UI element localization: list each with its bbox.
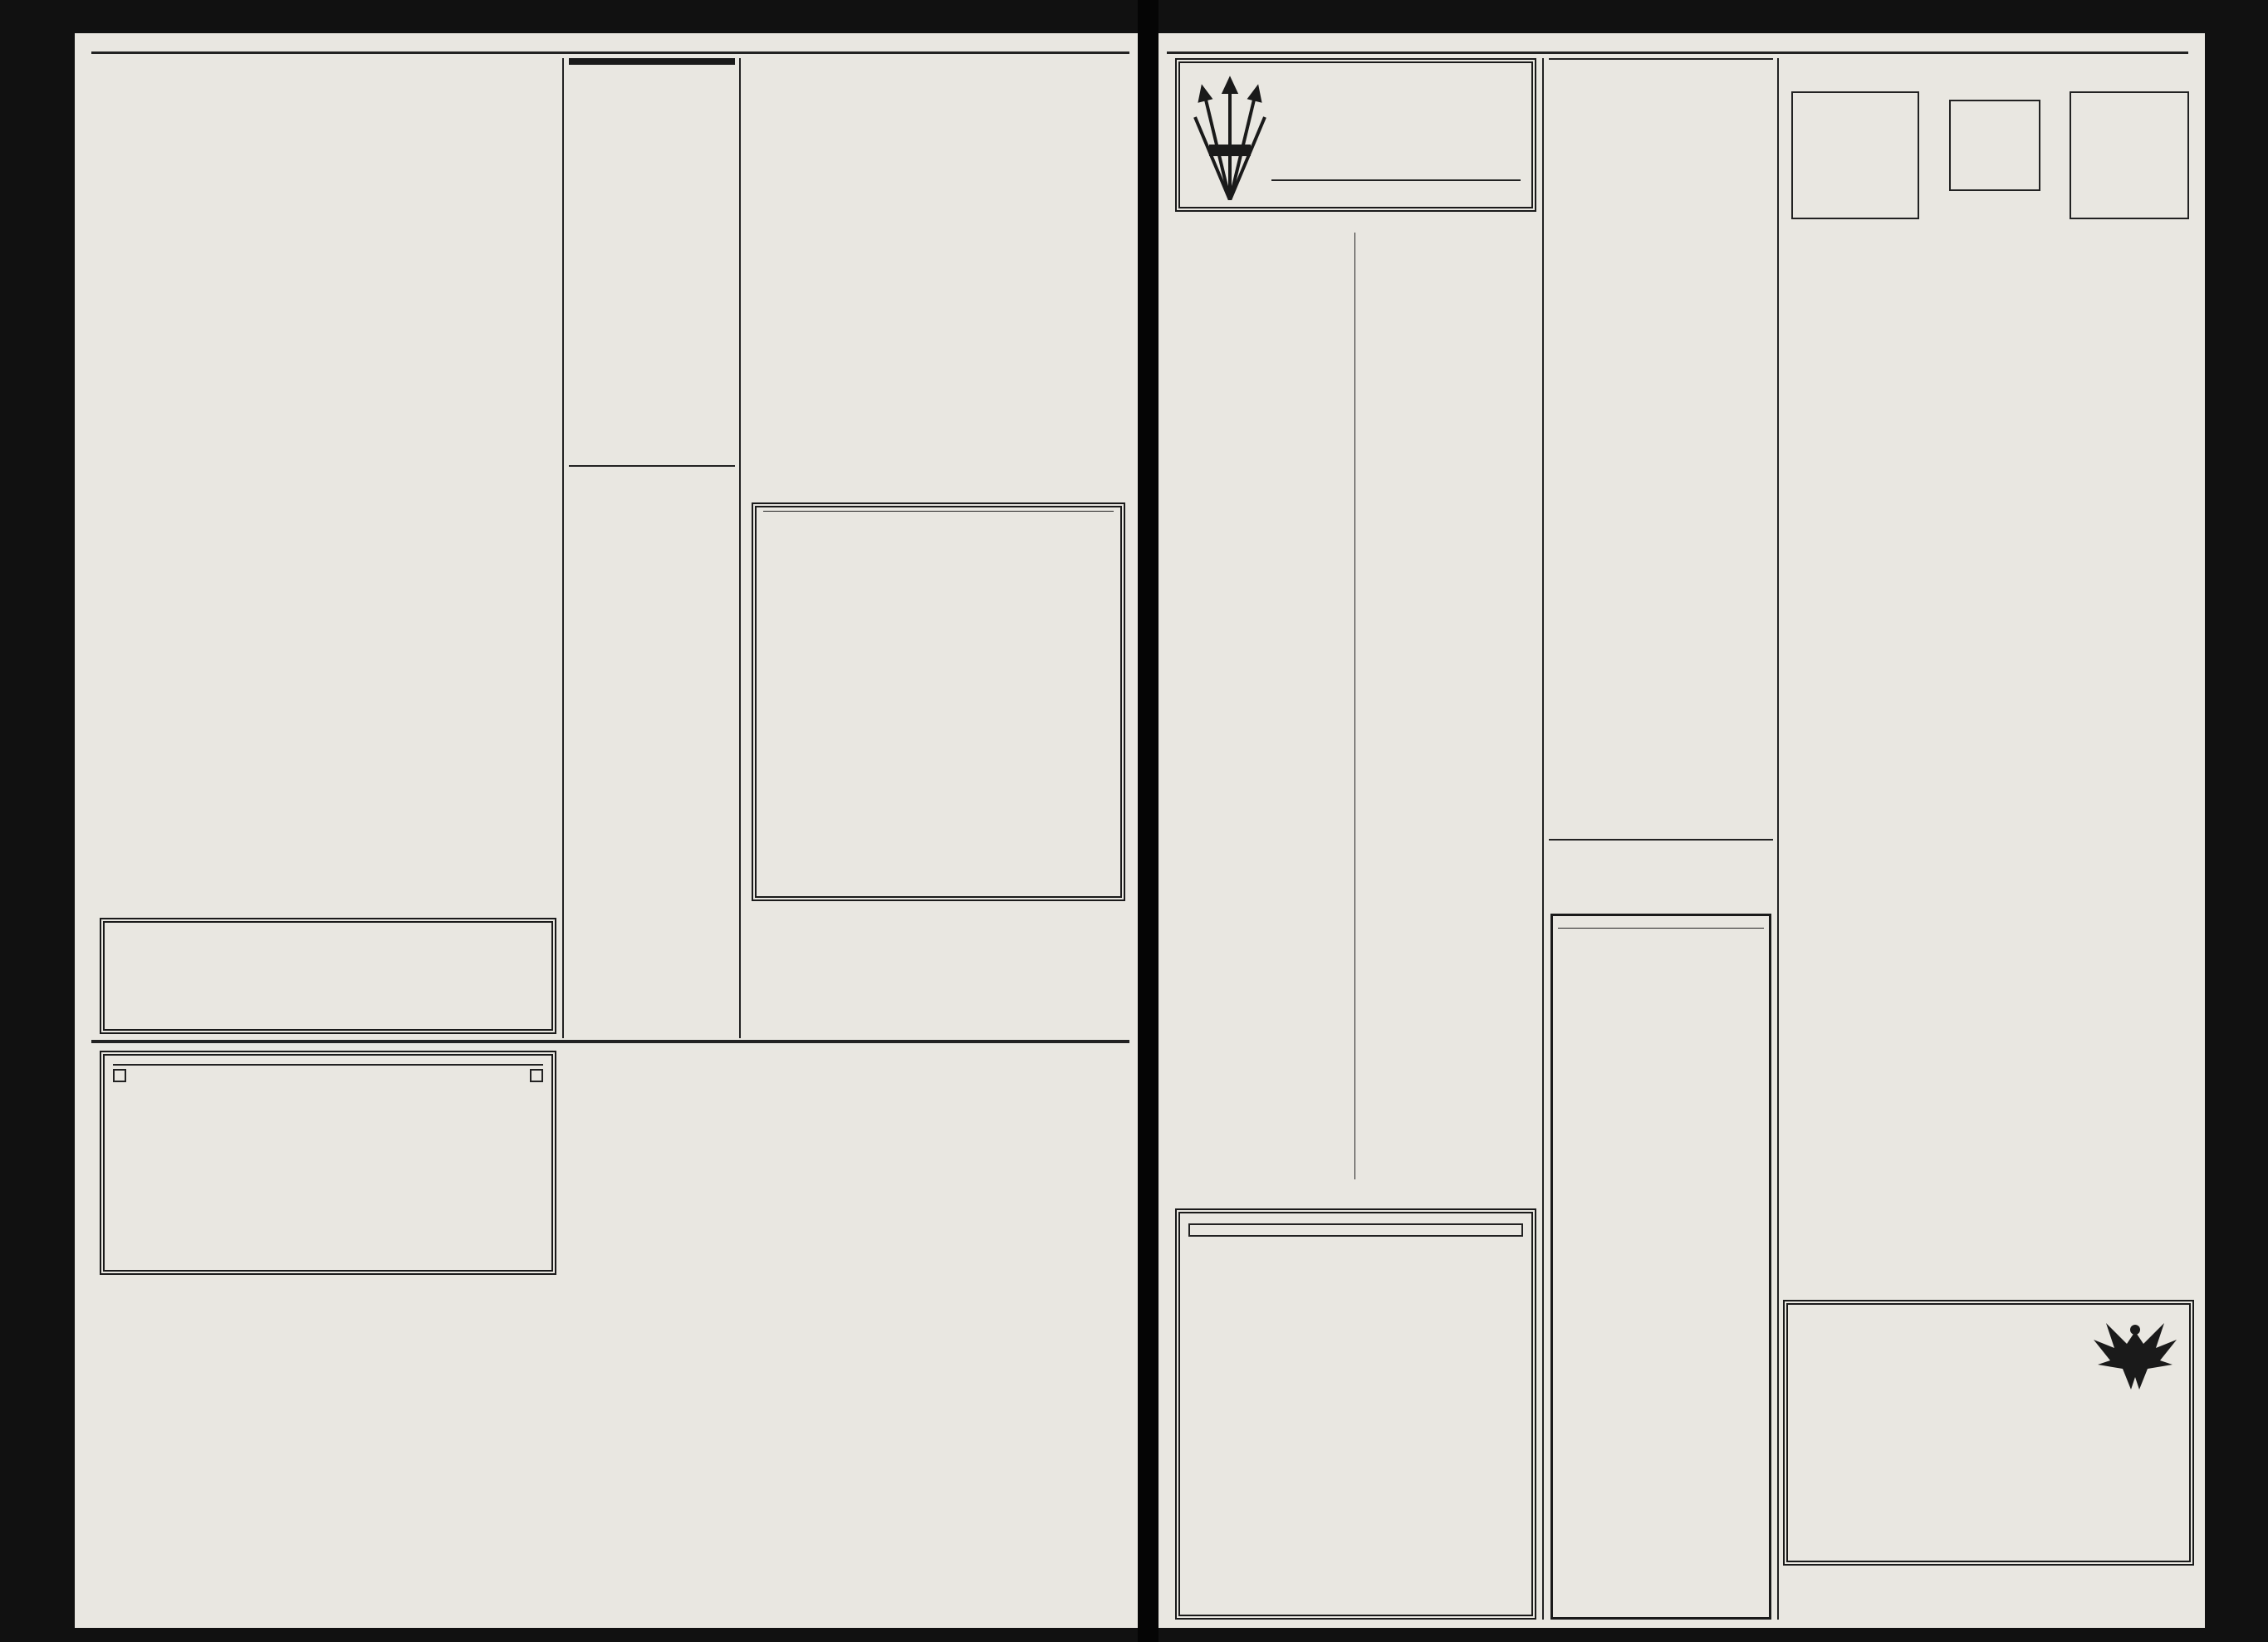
patino-ad [1550,914,1771,1620]
falange-left-col [1175,234,1350,1181]
transportes-section [746,58,1129,502]
phoenix-eagle-emblem [2089,1315,2181,1398]
indice-box [2070,91,2189,219]
right-page [1158,33,2205,1628]
placas-ad [1549,839,1773,844]
radio-section [1549,58,1773,835]
left-page [75,33,1138,1628]
fruit-col-2 [331,68,561,71]
milicias-label [1271,179,1521,184]
central-title [569,58,735,65]
page-gutter [1138,0,1158,1642]
serial-columns-left [100,1279,565,1620]
central-section [569,58,735,465]
serial-columns-right [577,1046,1129,1620]
mapfre-line5 [763,511,1114,512]
fish-col-2 [331,80,561,96]
yoke-and-arrows-emblem [1193,76,1267,200]
poliza-box [1949,100,2040,191]
form-photo-area [1783,83,2197,224]
photo-box [1791,91,1919,219]
fruit-col-1 [91,68,321,71]
fish-col-1 [91,80,321,96]
mapfre-ad [752,502,1125,901]
guerrero-ad [100,918,556,1034]
folletin-number [530,1069,543,1082]
gobierno-body-1 [1783,65,1986,68]
folletin-label [113,1069,126,1082]
gobierno-small-section [569,465,735,1040]
gobierno-section [1783,58,2197,1296]
radio-title-2 [1549,58,1773,60]
biblioteca-box [100,1051,556,1275]
fish-prices [91,80,561,96]
fruit-prices [91,68,561,71]
union-fenix-ad [1783,1300,2194,1566]
tintes-ad [1175,1208,1536,1620]
falange-right-col [1360,234,1536,1181]
ayuntamiento-section [91,60,561,915]
falange-header [1175,58,1536,212]
